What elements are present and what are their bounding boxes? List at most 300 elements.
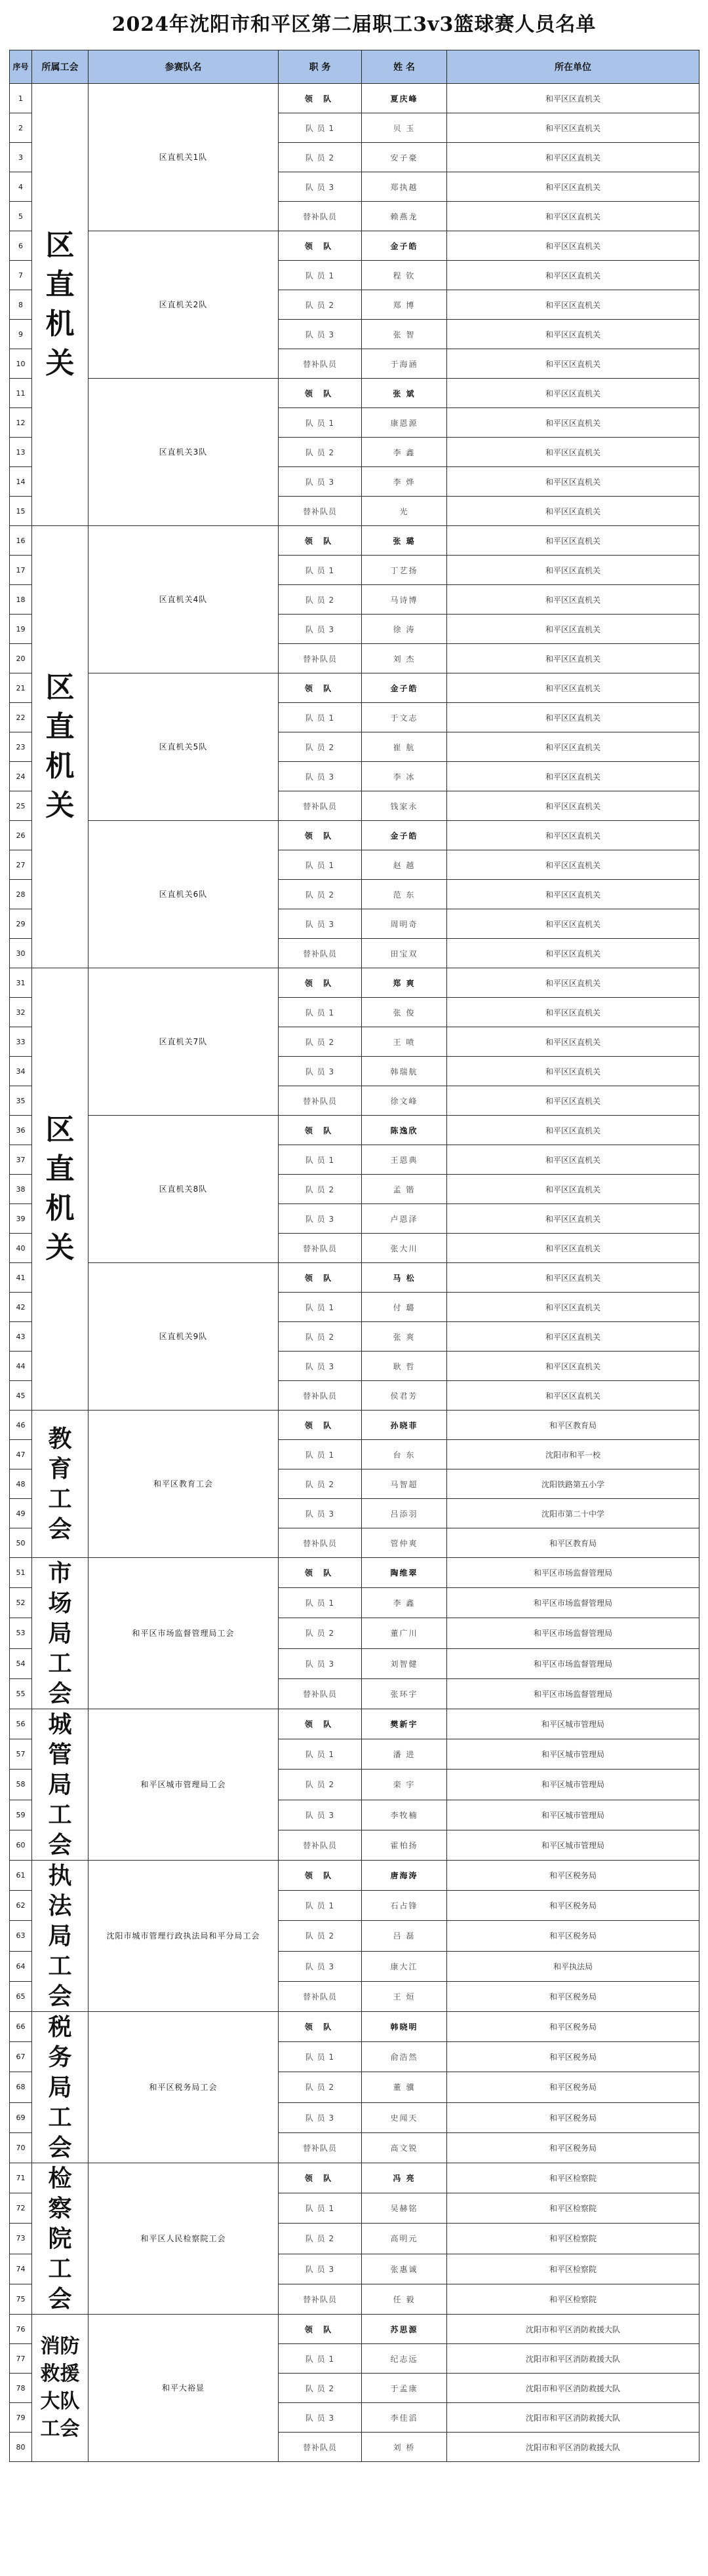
member-unit: 和平区税务局 [447, 2072, 699, 2102]
member-name: 史闻天 [362, 2102, 447, 2132]
member-name: 钱家永 [362, 791, 447, 821]
row-seq: 76 [10, 2315, 32, 2344]
member-role: 替补队员 [279, 644, 362, 673]
member-role: 队 员 3 [279, 2102, 362, 2132]
row-seq: 48 [10, 1469, 32, 1499]
member-unit: 和平区区直机关 [447, 556, 699, 585]
union-name: 税务局工会 [48, 2013, 72, 2161]
team-name: 区直机关6队 [88, 821, 279, 968]
member-role: 队 员 2 [279, 438, 362, 467]
member-unit: 和平区城市管理局 [447, 1800, 699, 1830]
member-role: 队 员 2 [279, 2374, 362, 2403]
member-role: 替补队员 [279, 349, 362, 379]
member-role: 队 员 2 [279, 1770, 362, 1800]
member-name: 徐文峰 [362, 1086, 447, 1116]
table-row [10, 84, 699, 113]
member-role: 替补队员 [279, 1528, 362, 1558]
member-unit: 沈阳市和平区消防救援大队 [447, 2433, 699, 2462]
member-role: 领 队 [279, 231, 362, 261]
row-seq: 42 [10, 1293, 32, 1322]
row-seq: 34 [10, 1057, 32, 1086]
member-unit: 和平区市场监督管理局 [447, 1648, 699, 1678]
member-name: 丁艺扬 [362, 556, 447, 585]
member-role: 替补队员 [279, 1678, 362, 1709]
member-name: 吴赫铭 [362, 2193, 447, 2224]
member-role: 队 员 1 [279, 1891, 362, 1921]
member-role: 队 员 2 [279, 143, 362, 172]
member-role: 队 员 1 [279, 556, 362, 585]
member-unit: 和平区区直机关 [447, 1322, 699, 1352]
member-name: 董 骥 [362, 2072, 447, 2102]
member-unit: 和平区区直机关 [447, 939, 699, 968]
row-seq: 69 [10, 2102, 32, 2132]
member-unit: 和平区检察院 [447, 2224, 699, 2254]
member-unit: 和平执法局 [447, 1951, 699, 1981]
row-seq: 30 [10, 939, 32, 968]
member-unit: 和平区区直机关 [447, 172, 699, 202]
member-unit: 和平区区直机关 [447, 1352, 699, 1381]
table-row [10, 231, 699, 261]
member-name: 吕添羽 [362, 1499, 447, 1528]
member-role: 替补队员 [279, 1830, 362, 1860]
member-unit: 和平区区直机关 [447, 261, 699, 290]
row-seq: 31 [10, 968, 32, 998]
table-header [10, 50, 699, 84]
member-name: 赖燕龙 [362, 202, 447, 231]
row-seq: 79 [10, 2403, 32, 2433]
union-name: 区直机关 [45, 671, 75, 822]
union-name: 教育工会 [48, 1425, 72, 1543]
member-unit: 和平区区直机关 [447, 143, 699, 172]
member-unit: 和平区区直机关 [447, 821, 699, 850]
member-role: 队 员 3 [279, 909, 362, 939]
member-role: 领 队 [279, 1411, 362, 1440]
row-seq: 61 [10, 1861, 32, 1891]
team-name: 区直机关5队 [88, 673, 279, 821]
member-unit: 和平区区直机关 [447, 1057, 699, 1086]
team-name: 区直机关7队 [88, 968, 279, 1116]
team-name: 和平区城市管理局工会 [88, 1709, 279, 1861]
table-row [10, 821, 699, 850]
member-unit: 和平区税务局 [447, 1891, 699, 1921]
member-role: 替补队员 [279, 202, 362, 231]
member-unit: 和平区区直机关 [447, 1027, 699, 1057]
row-seq: 46 [10, 1411, 32, 1440]
member-unit: 和平区区直机关 [447, 290, 699, 320]
row-seq: 15 [10, 497, 32, 526]
row-seq: 62 [10, 1891, 32, 1921]
member-unit: 和平区区直机关 [447, 703, 699, 732]
member-role: 领 队 [279, 673, 362, 703]
header-row [10, 50, 699, 84]
member-role: 队 员 1 [279, 2193, 362, 2224]
member-name: 马 松 [362, 1263, 447, 1293]
member-name: 纪志远 [362, 2344, 447, 2374]
row-seq: 37 [10, 1145, 32, 1175]
member-unit: 和平区区直机关 [447, 231, 699, 261]
member-role: 领 队 [279, 2012, 362, 2042]
union-name: 市场局工会 [48, 1559, 72, 1707]
member-role: 队 员 2 [279, 585, 362, 615]
member-name: 李 烨 [362, 467, 447, 497]
member-unit: 和平区区直机关 [447, 438, 699, 467]
member-role: 队 员 2 [279, 2072, 362, 2102]
member-unit: 和平区区直机关 [447, 732, 699, 762]
row-seq: 18 [10, 585, 32, 615]
member-name: 俞浩然 [362, 2042, 447, 2072]
union-cell [32, 2315, 88, 2462]
member-unit: 和平区区直机关 [447, 968, 699, 998]
row-seq: 10 [10, 349, 32, 379]
member-role: 队 员 2 [279, 1322, 362, 1352]
team-name: 区直机关9队 [88, 1263, 279, 1411]
member-name: 张惠诚 [362, 2254, 447, 2284]
member-unit: 沈阳市和平区消防救援大队 [447, 2315, 699, 2344]
member-unit: 和平区检察院 [447, 2193, 699, 2224]
member-unit: 和平区市场监督管理局 [447, 1618, 699, 1648]
member-role: 队 员 1 [279, 1145, 362, 1175]
member-role: 队 员 3 [279, 2254, 362, 2284]
member-role: 替补队员 [279, 1981, 362, 2011]
member-unit: 和平区税务局 [447, 2042, 699, 2072]
member-name: 李 冰 [362, 762, 447, 791]
member-name: 赵 越 [362, 850, 447, 880]
member-name: 孙晓菲 [362, 1411, 447, 1440]
member-name: 郑执越 [362, 172, 447, 202]
member-unit: 和平区区直机关 [447, 1116, 699, 1145]
row-seq: 32 [10, 998, 32, 1027]
member-unit: 和平区区直机关 [447, 585, 699, 615]
union-name: 执法局工会 [48, 1862, 72, 2010]
member-name: 金子皓 [362, 673, 447, 703]
member-role: 队 员 3 [279, 467, 362, 497]
row-seq: 53 [10, 1618, 32, 1648]
union-name: 城管局工会 [48, 1711, 72, 1859]
member-unit: 和平区区直机关 [447, 1381, 699, 1411]
row-seq: 16 [10, 526, 32, 556]
member-name: 张 智 [362, 320, 447, 349]
member-unit: 和平区区直机关 [447, 1234, 699, 1263]
row-seq: 59 [10, 1800, 32, 1830]
member-name: 安子豪 [362, 143, 447, 172]
member-name: 石占锋 [362, 1891, 447, 1921]
row-seq: 21 [10, 673, 32, 703]
row-seq: 25 [10, 791, 32, 821]
member-unit: 沈阳铁路第五小学 [447, 1469, 699, 1499]
member-unit: 沈阳市和平区消防救援大队 [447, 2344, 699, 2374]
member-name: 马诗博 [362, 585, 447, 615]
member-unit: 和平区市场监督管理局 [447, 1558, 699, 1588]
member-role: 队 员 1 [279, 1588, 362, 1618]
row-seq: 50 [10, 1528, 32, 1558]
member-name: 金子皓 [362, 821, 447, 850]
table-body [10, 84, 699, 2462]
member-unit: 和平区区直机关 [447, 762, 699, 791]
member-unit: 和平区区直机关 [447, 909, 699, 939]
row-seq: 54 [10, 1648, 32, 1678]
member-role: 替补队员 [279, 1234, 362, 1263]
member-role: 队 员 3 [279, 172, 362, 202]
team-name: 区直机关4队 [88, 526, 279, 673]
table-row [10, 1709, 699, 1739]
member-unit: 和平区区直机关 [447, 1086, 699, 1116]
member-name: 李 鑫 [362, 438, 447, 467]
row-seq: 5 [10, 202, 32, 231]
union-cell [32, 1861, 88, 2012]
member-unit: 和平区区直机关 [447, 467, 699, 497]
row-seq: 58 [10, 1770, 32, 1800]
member-role: 领 队 [279, 1263, 362, 1293]
row-seq: 80 [10, 2433, 32, 2462]
member-name: 任 毅 [362, 2284, 447, 2314]
member-name: 张 爽 [362, 1322, 447, 1352]
member-unit: 和平区教育局 [447, 1528, 699, 1558]
member-name: 张环宇 [362, 1678, 447, 1709]
member-unit: 和平区检察院 [447, 2163, 699, 2193]
member-name: 王恩典 [362, 1145, 447, 1175]
union-cell [32, 1558, 88, 1709]
member-unit: 和平区区直机关 [447, 1145, 699, 1175]
union-name: 检察院工会 [48, 2165, 72, 2313]
member-role: 队 员 2 [279, 290, 362, 320]
header-unit: 所在单位 [447, 50, 699, 84]
member-role: 队 员 2 [279, 1027, 362, 1057]
member-role: 领 队 [279, 968, 362, 998]
member-unit: 和平区检察院 [447, 2284, 699, 2314]
member-role: 替补队员 [279, 939, 362, 968]
member-role: 队 员 3 [279, 1648, 362, 1678]
member-role: 队 员 1 [279, 1440, 362, 1469]
row-seq: 67 [10, 2042, 32, 2072]
header-role: 职 务 [279, 50, 362, 84]
row-seq: 38 [10, 1175, 32, 1204]
member-name: 李牧楠 [362, 1800, 447, 1830]
row-seq: 74 [10, 2254, 32, 2284]
union-cell [32, 2012, 88, 2163]
member-name: 周明奇 [362, 909, 447, 939]
member-name: 刘智健 [362, 1648, 447, 1678]
member-role: 队 员 2 [279, 1175, 362, 1204]
row-seq: 49 [10, 1499, 32, 1528]
member-name: 马智超 [362, 1469, 447, 1499]
member-role: 替补队员 [279, 1086, 362, 1116]
member-unit: 和平区区直机关 [447, 998, 699, 1027]
union-cell [32, 2163, 88, 2315]
table-row [10, 673, 699, 703]
member-unit: 和平区区直机关 [447, 113, 699, 143]
member-unit: 和平区区直机关 [447, 202, 699, 231]
row-seq: 28 [10, 880, 32, 909]
row-seq: 43 [10, 1322, 32, 1352]
member-role: 替补队员 [279, 2284, 362, 2314]
member-unit: 和平区区直机关 [447, 526, 699, 556]
member-unit: 和平区城市管理局 [447, 1739, 699, 1770]
row-seq: 22 [10, 703, 32, 732]
member-name: 贝 玉 [362, 113, 447, 143]
member-role: 领 队 [279, 1116, 362, 1145]
team-name: 区直机关8队 [88, 1116, 279, 1263]
member-name: 张 璐 [362, 526, 447, 556]
row-seq: 65 [10, 1981, 32, 2011]
table-row [10, 968, 699, 998]
row-seq: 75 [10, 2284, 32, 2314]
row-seq: 24 [10, 762, 32, 791]
member-role: 队 员 3 [279, 1499, 362, 1528]
row-seq: 77 [10, 2344, 32, 2374]
member-name: 刘 桥 [362, 2433, 447, 2462]
member-unit: 和平区区直机关 [447, 615, 699, 644]
union-name: 区直机关 [45, 1113, 75, 1264]
row-seq: 36 [10, 1116, 32, 1145]
row-seq: 72 [10, 2193, 32, 2224]
row-seq: 78 [10, 2374, 32, 2403]
member-name: 栾 宇 [362, 1770, 447, 1800]
member-unit: 和平区城市管理局 [447, 1830, 699, 1860]
member-unit: 和平区检察院 [447, 2254, 699, 2284]
member-unit: 沈阳市和平一校 [447, 1440, 699, 1469]
member-role: 队 员 3 [279, 1800, 362, 1830]
member-role: 队 员 3 [279, 1057, 362, 1086]
row-seq: 19 [10, 615, 32, 644]
row-seq: 63 [10, 1921, 32, 1951]
row-seq: 68 [10, 2072, 32, 2102]
member-unit: 和平区区直机关 [447, 880, 699, 909]
member-name: 徐 涛 [362, 615, 447, 644]
member-unit: 和平区区直机关 [447, 1204, 699, 1234]
team-name: 和平区教育工会 [88, 1411, 279, 1558]
member-role: 领 队 [279, 1709, 362, 1739]
member-role: 队 员 1 [279, 998, 362, 1027]
member-role: 队 员 3 [279, 2403, 362, 2433]
table-row [10, 526, 699, 556]
member-name: 张大川 [362, 1234, 447, 1263]
row-seq: 27 [10, 850, 32, 880]
member-name: 田宝双 [362, 939, 447, 968]
member-unit: 和平区区直机关 [447, 379, 699, 408]
union-cell [32, 1709, 88, 1861]
table-row [10, 1116, 699, 1145]
roster-table [9, 50, 699, 2462]
member-role: 队 员 1 [279, 408, 362, 438]
member-unit: 和平区区直机关 [447, 84, 699, 113]
member-name: 李佳滔 [362, 2403, 447, 2433]
team-name: 区直机关1队 [88, 84, 279, 231]
page-title: 2024年沈阳市和平区第二届职工3v3篮球赛人员名单 [111, 13, 597, 36]
member-unit: 和平区区直机关 [447, 497, 699, 526]
member-role: 队 员 2 [279, 1618, 362, 1648]
member-unit: 和平区税务局 [447, 1861, 699, 1891]
member-name: 樊新宇 [362, 1709, 447, 1739]
row-seq: 26 [10, 821, 32, 850]
member-role: 队 员 3 [279, 615, 362, 644]
member-unit: 和平区区直机关 [447, 1263, 699, 1293]
row-seq: 41 [10, 1263, 32, 1293]
row-seq: 70 [10, 2132, 32, 2163]
row-seq: 64 [10, 1951, 32, 1981]
member-name: 于海涵 [362, 349, 447, 379]
team-name: 区直机关2队 [88, 231, 279, 379]
member-name: 韩瑞航 [362, 1057, 447, 1086]
member-name: 夏庆峰 [362, 84, 447, 113]
member-unit: 和平区区直机关 [447, 791, 699, 821]
member-unit: 和平区区直机关 [447, 673, 699, 703]
row-seq: 23 [10, 732, 32, 762]
member-name: 卢恩泽 [362, 1204, 447, 1234]
row-seq: 40 [10, 1234, 32, 1263]
member-role: 领 队 [279, 1861, 362, 1891]
row-seq: 44 [10, 1352, 32, 1381]
member-role: 队 员 1 [279, 261, 362, 290]
member-unit: 和平区区直机关 [447, 320, 699, 349]
member-unit: 和平区税务局 [447, 2102, 699, 2132]
row-seq: 13 [10, 438, 32, 467]
union-cell [32, 1411, 88, 1558]
row-seq: 14 [10, 467, 32, 497]
union-cell [32, 968, 88, 1411]
row-seq: 35 [10, 1086, 32, 1116]
row-seq: 11 [10, 379, 32, 408]
row-seq: 20 [10, 644, 32, 673]
team-name: 和平大裕显 [88, 2315, 279, 2462]
member-role: 队 员 1 [279, 113, 362, 143]
member-role: 队 员 2 [279, 2224, 362, 2254]
member-role: 队 员 2 [279, 880, 362, 909]
member-name: 金子皓 [362, 231, 447, 261]
member-name: 吕 磊 [362, 1921, 447, 1951]
member-name: 台 东 [362, 1440, 447, 1469]
member-name: 付 璐 [362, 1293, 447, 1322]
member-name: 韩晓明 [362, 2012, 447, 2042]
row-seq: 71 [10, 2163, 32, 2193]
member-name: 郑 爽 [362, 968, 447, 998]
member-unit: 和平区城市管理局 [447, 1770, 699, 1800]
member-unit: 和平区区直机关 [447, 349, 699, 379]
member-name: 侯君芳 [362, 1381, 447, 1411]
member-name: 光 [362, 497, 447, 526]
member-role: 队 员 2 [279, 1921, 362, 1951]
table-row [10, 379, 699, 408]
member-role: 领 队 [279, 1558, 362, 1588]
table-row [10, 1411, 699, 1440]
member-name: 孟 锴 [362, 1175, 447, 1204]
member-name: 王 烜 [362, 1981, 447, 2011]
header-name: 姓 名 [362, 50, 447, 84]
member-role: 队 员 1 [279, 2344, 362, 2374]
member-unit: 沈阳市和平区消防救援大队 [447, 2403, 699, 2433]
member-role: 队 员 1 [279, 703, 362, 732]
row-seq: 6 [10, 231, 32, 261]
row-seq: 17 [10, 556, 32, 585]
header-team: 参赛队名 [88, 50, 279, 84]
member-name: 于文志 [362, 703, 447, 732]
row-seq: 9 [10, 320, 32, 349]
member-name: 郑 博 [362, 290, 447, 320]
member-name: 张 斌 [362, 379, 447, 408]
union-cell [32, 526, 88, 968]
member-role: 替补队员 [279, 497, 362, 526]
row-seq: 7 [10, 261, 32, 290]
member-role: 队 员 3 [279, 1352, 362, 1381]
member-role: 领 队 [279, 821, 362, 850]
member-unit: 沈阳市第二十中学 [447, 1499, 699, 1528]
member-unit: 和平区区直机关 [447, 1293, 699, 1322]
member-name: 陶维翠 [362, 1558, 447, 1588]
member-unit: 和平区市场监督管理局 [447, 1678, 699, 1709]
row-seq: 51 [10, 1558, 32, 1588]
member-role: 领 队 [279, 379, 362, 408]
row-seq: 52 [10, 1588, 32, 1618]
row-seq: 55 [10, 1678, 32, 1709]
